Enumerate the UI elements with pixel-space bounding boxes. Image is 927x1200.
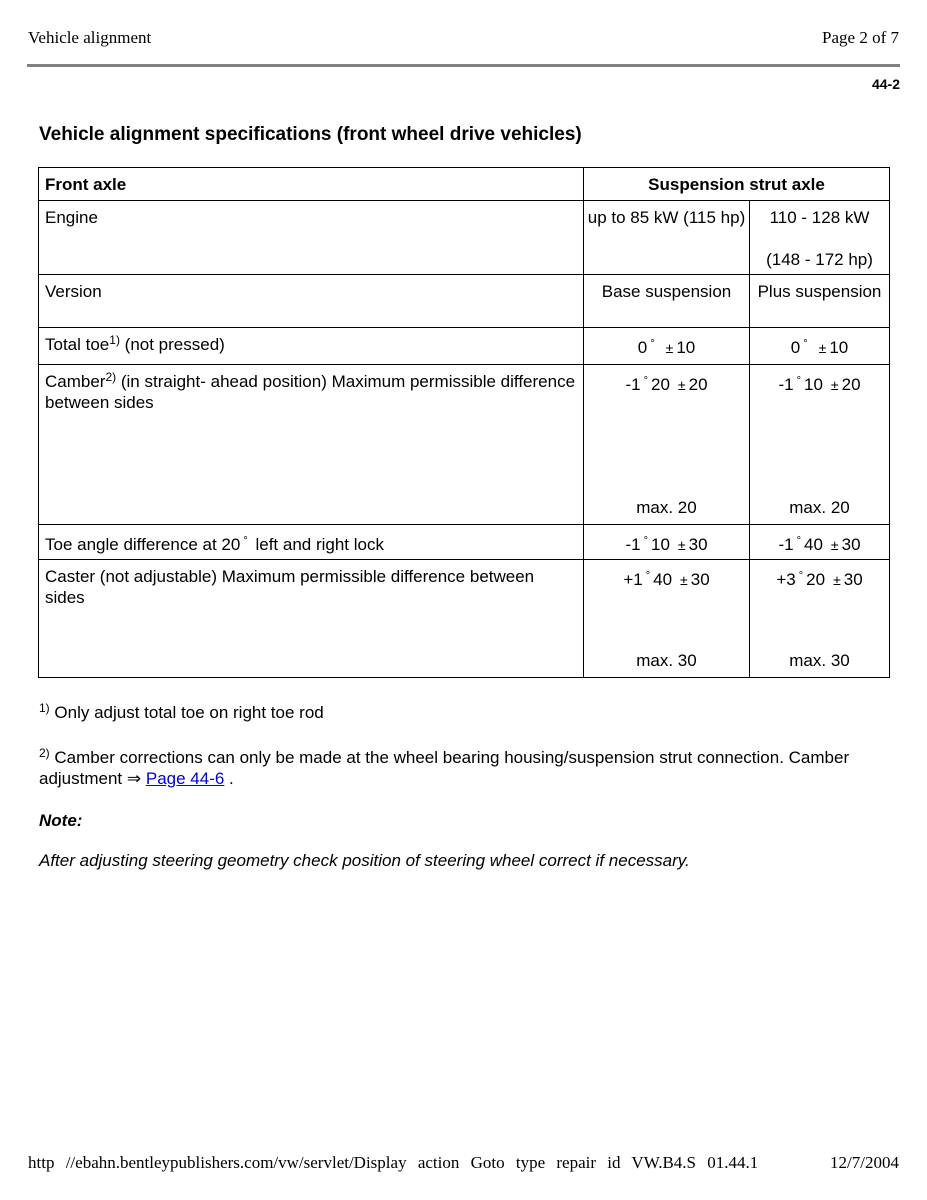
total-toe-label: Total toe bbox=[45, 335, 110, 354]
value-tolerance: 30 bbox=[688, 535, 708, 554]
header-divider bbox=[27, 64, 900, 67]
toe-difference-qualifier: left and right lock bbox=[250, 535, 384, 554]
plus-minus-symbol: ± bbox=[677, 537, 686, 553]
footer-url: http //ebahn.bentleypublishers.com/vw/servlet/Display action Goto type repair id VW.B4.S 01.44.1 bbox=[28, 1153, 759, 1172]
camber-qualifier: (in straight- ahead position) Maximum permissible difference between sides bbox=[45, 372, 576, 412]
row-label-version: Version bbox=[39, 275, 584, 328]
engine-kw: 110 - 128 kW bbox=[769, 208, 870, 227]
value-minutes: 40 bbox=[653, 570, 673, 589]
value-degrees: +3 bbox=[776, 570, 796, 589]
table-row-total-toe bbox=[39, 328, 890, 365]
table-header-row bbox=[39, 168, 890, 201]
note-text: After adjusting steering geometry check position of steering wheel correct if necessary. bbox=[39, 851, 690, 870]
footnote-ref-1: 1) bbox=[109, 333, 120, 347]
caster-base-max: max. 30 bbox=[636, 651, 697, 670]
value-minutes: 20 bbox=[806, 570, 826, 589]
degree-symbol: ° bbox=[798, 570, 804, 582]
footnote-2-text: Camber corrections can only be made at the wheel bearing housing/suspension strut connection. Camber adjustment bbox=[39, 748, 850, 788]
footer-date: 12/7/2004 bbox=[830, 1153, 899, 1172]
table-row-engine bbox=[39, 201, 890, 275]
value-degrees: -1 bbox=[625, 375, 641, 394]
toe-difference-label: Toe angle difference at 20 bbox=[45, 535, 241, 554]
header-front-axle: Front axle bbox=[39, 168, 584, 201]
page-title: Vehicle alignment specifications (front wheel drive vehicles) bbox=[39, 124, 582, 145]
row-label-engine: Engine bbox=[39, 201, 584, 275]
degree-symbol: ° bbox=[643, 375, 648, 387]
total-toe-plus bbox=[750, 328, 890, 365]
value-tolerance: 30 bbox=[690, 570, 710, 589]
value-degrees: 0 bbox=[637, 338, 648, 357]
footnote-1 bbox=[39, 703, 324, 723]
caster-base bbox=[584, 560, 750, 678]
toe-difference-plus bbox=[750, 525, 890, 560]
header-title: Vehicle alignment bbox=[28, 28, 152, 47]
camber-label: Camber bbox=[45, 372, 106, 391]
engine-value-base: up to 85 kW (115 hp) bbox=[584, 201, 750, 275]
degree-symbol: ° bbox=[243, 535, 248, 547]
arrow-icon: ⇒ bbox=[126, 769, 142, 788]
total-toe-base bbox=[584, 328, 750, 365]
degree-symbol: ° bbox=[796, 535, 801, 547]
value-tolerance: 10 bbox=[676, 338, 696, 357]
footnote-2-end: . bbox=[224, 769, 234, 788]
page-counter: Page 2 of 7 bbox=[822, 28, 899, 47]
footnote-2 bbox=[39, 747, 879, 789]
plus-minus-symbol: ± bbox=[665, 340, 674, 356]
value-degrees: -1 bbox=[778, 535, 794, 554]
plus-minus-symbol: ± bbox=[833, 572, 841, 588]
footnote-1-mark: 1) bbox=[39, 701, 50, 715]
total-toe-qualifier: (not pressed) bbox=[119, 335, 225, 354]
value-tolerance: 20 bbox=[688, 375, 708, 394]
caster-plus bbox=[750, 560, 890, 678]
plus-minus-symbol: ± bbox=[830, 377, 839, 393]
table-row-toe-difference bbox=[39, 525, 890, 560]
value-degrees: -1 bbox=[625, 535, 641, 554]
table-row-camber bbox=[39, 365, 890, 525]
degree-symbol: ° bbox=[645, 570, 651, 582]
camber-base bbox=[584, 365, 750, 525]
toe-difference-base bbox=[584, 525, 750, 560]
engine-hp: (148 - 172 hp) bbox=[766, 250, 873, 269]
camber-plus bbox=[750, 365, 890, 525]
plus-minus-symbol: ± bbox=[830, 537, 839, 553]
header-suspension-strut-axle: Suspension strut axle bbox=[584, 168, 890, 201]
value-tolerance: 20 bbox=[841, 375, 861, 394]
value-minutes: 10 bbox=[804, 375, 823, 394]
camber-plus-max: max. 20 bbox=[789, 498, 850, 517]
value-minutes: 20 bbox=[651, 375, 670, 394]
value-tolerance: 10 bbox=[829, 338, 849, 357]
engine-value-plus bbox=[750, 201, 890, 275]
row-label-caster: Caster (not adjustable) Maximum permissible difference between sides bbox=[39, 560, 584, 678]
note-label: Note: bbox=[39, 811, 83, 830]
section-code: 44-2 bbox=[871, 76, 900, 92]
table-row-caster bbox=[39, 560, 890, 678]
row-label-toe-difference bbox=[39, 525, 584, 560]
row-label-camber bbox=[39, 365, 584, 525]
version-plus: Plus suspension bbox=[750, 275, 890, 328]
value-tolerance: 30 bbox=[841, 535, 861, 554]
footnote-2-mark: 2) bbox=[39, 746, 50, 760]
row-label-total-toe bbox=[39, 328, 584, 365]
value-degrees: +1 bbox=[623, 570, 643, 589]
footnote-1-text: Only adjust total toe on right toe rod bbox=[49, 703, 324, 722]
alignment-spec-table bbox=[38, 167, 890, 678]
plus-minus-symbol: ± bbox=[677, 377, 686, 393]
plus-minus-symbol: ± bbox=[680, 572, 688, 588]
degree-symbol: ° bbox=[796, 375, 801, 387]
page-44-6-link[interactable]: Page 44-6 bbox=[145, 769, 225, 788]
value-tolerance: 30 bbox=[843, 570, 863, 589]
degree-symbol: ° bbox=[803, 338, 808, 350]
caster-plus-max: max. 30 bbox=[789, 651, 850, 670]
camber-base-max: max. 20 bbox=[636, 498, 697, 517]
degree-symbol: ° bbox=[650, 338, 655, 350]
footnote-ref-2: 2) bbox=[105, 370, 117, 384]
degree-symbol: ° bbox=[643, 535, 648, 547]
plus-minus-symbol: ± bbox=[818, 340, 827, 356]
value-degrees: -1 bbox=[778, 375, 794, 394]
value-minutes: 10 bbox=[651, 535, 670, 554]
value-degrees: 0 bbox=[790, 338, 801, 357]
table-row-version bbox=[39, 275, 890, 328]
value-minutes: 40 bbox=[804, 535, 823, 554]
version-base: Base suspension bbox=[584, 275, 750, 328]
